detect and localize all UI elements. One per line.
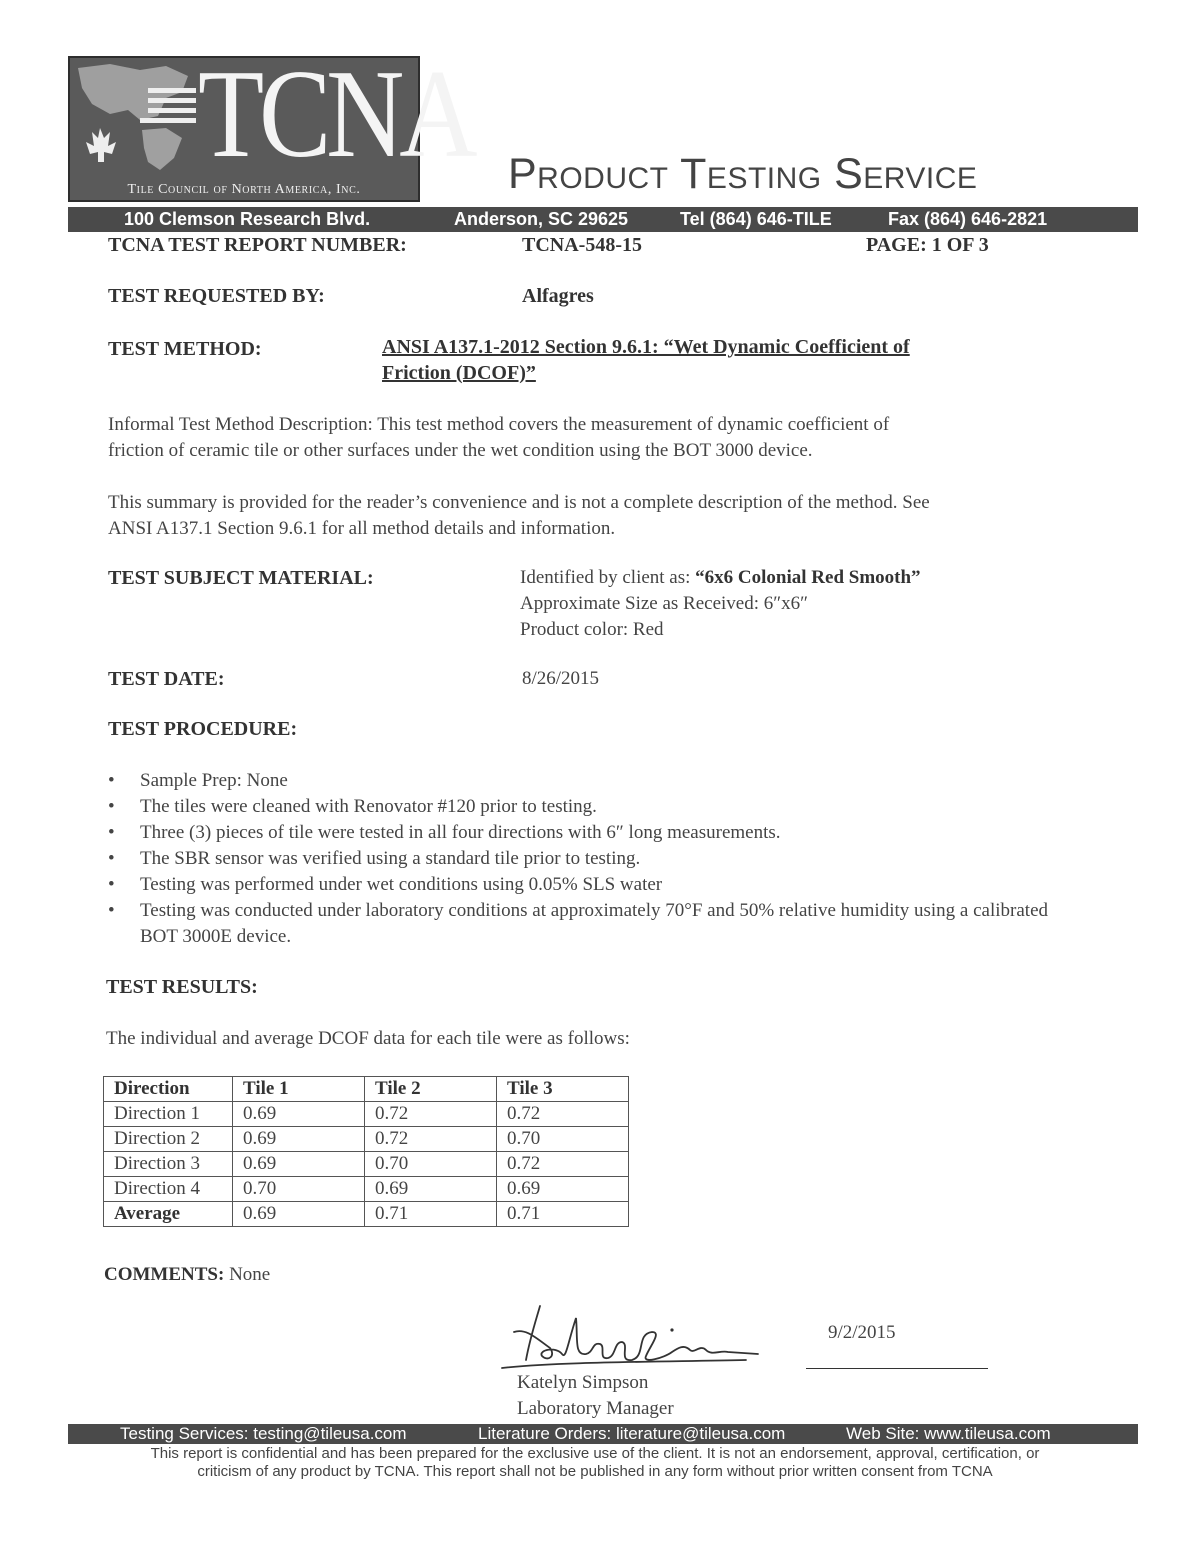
procedure-item: • Testing was performed under wet conditions using 0.05% SLS water — [108, 872, 1108, 898]
subject-identified-prefix: Identified by client as: — [520, 567, 696, 588]
fax-text: Fax (864) 646-2821 — [888, 209, 1048, 229]
table-cell: Average — [104, 1202, 233, 1227]
test-method-label: TEST METHOD: — [108, 338, 262, 360]
disclaimer-line: criticism of any product by TCNA. This report shall not be published in any form without prior written consent from TCNA — [197, 1463, 993, 1480]
procedure-item: • The tiles were cleaned with Renovator #120 prior to testing. — [108, 794, 1108, 820]
footer-bar — [68, 1424, 1138, 1444]
test-date-label: TEST DATE: — [108, 668, 225, 690]
comments-value: None — [229, 1264, 271, 1285]
column-header: Tile 3 — [497, 1077, 629, 1102]
summary-line: ANSI A137.1 Section 9.6.1 for all method details and information. — [108, 518, 616, 539]
summary-line: This summary is provided for the reader’s convenience and is not a complete description of the method. See — [108, 492, 930, 513]
phone-text: Tel (864) 646-TILE — [680, 209, 832, 229]
test-date-value: 8/26/2015 — [522, 668, 600, 689]
page-indicator: PAGE: 1 OF 3 — [866, 234, 989, 256]
table-cell: 0.72 — [365, 1102, 497, 1127]
service-title: Product Testing Service — [508, 150, 978, 198]
informal-line: friction of ceramic tile or other surfaces under the wet condition using the BOT 3000 device. — [108, 440, 813, 461]
confidentiality-disclaimer — [60, 1445, 1130, 1481]
table-cell: Direction 1 — [104, 1102, 233, 1127]
subject-material-label: TEST SUBJECT MATERIAL: — [108, 567, 374, 589]
table-row — [104, 1127, 629, 1152]
test-procedure-label: TEST PROCEDURE: — [108, 718, 298, 740]
address-text: 100 Clemson Research Blvd. — [124, 209, 371, 229]
procedure-item: • Three (3) pieces of tile were tested in all four directions with 6″ long measurements. — [108, 820, 1108, 846]
table-cell: 0.72 — [497, 1102, 629, 1127]
table-cell: Direction 2 — [104, 1127, 233, 1152]
subject-identified-value: “6x6 Colonial Red Smooth” — [695, 567, 921, 588]
table-row — [104, 1152, 629, 1177]
literature-orders-text: Literature Orders: literature@tileusa.com — [478, 1424, 786, 1443]
test-method-line1: ANSI A137.1-2012 Section 9.6.1: “Wet Dynamic Coefficient of — [382, 336, 910, 358]
table-cell: 0.71 — [497, 1202, 629, 1227]
table-cell: 0.72 — [497, 1152, 629, 1177]
city-text: Anderson, SC 29625 — [454, 209, 629, 229]
procedure-item: • The SBR sensor was verified using a standard tile prior to testing. — [108, 846, 1108, 872]
table-cell: 0.71 — [365, 1202, 497, 1227]
table-header-row — [104, 1077, 629, 1102]
test-results-label: TEST RESULTS: — [106, 976, 258, 998]
subject-size: Approximate Size as Received: 6″x6″ — [520, 593, 809, 614]
subject-color: Product color: Red — [520, 619, 664, 640]
subject-identified — [520, 567, 921, 589]
table-cell: 0.70 — [365, 1152, 497, 1177]
column-header: Direction — [104, 1077, 233, 1102]
table-cell: 0.69 — [497, 1177, 629, 1202]
informal-description — [108, 412, 1108, 464]
table-average-row — [104, 1202, 629, 1227]
table-cell: 0.69 — [233, 1127, 365, 1152]
table-row — [104, 1177, 629, 1202]
signature-date: 9/2/2015 — [828, 1322, 896, 1343]
procedure-list — [108, 768, 1108, 950]
table-row — [104, 1102, 629, 1127]
table-cell: 0.69 — [233, 1102, 365, 1127]
tcna-logo — [68, 45, 473, 202]
comments — [104, 1264, 270, 1286]
test-method-line2: Friction (DCOF)” — [382, 362, 536, 384]
table-cell: 0.69 — [233, 1202, 365, 1227]
summary-note — [108, 490, 1108, 542]
website-text: Web Site: www.tileusa.com — [846, 1424, 1051, 1443]
table-cell: 0.69 — [365, 1177, 497, 1202]
contact-bar — [68, 207, 1138, 232]
report-number: TCNA-548-15 — [522, 234, 642, 256]
date-line — [806, 1368, 988, 1369]
column-header: Tile 1 — [233, 1077, 365, 1102]
testing-services-text: Testing Services: testing@tileusa.com — [120, 1424, 407, 1443]
report-number-label: TCNA TEST REPORT NUMBER: — [108, 234, 407, 256]
procedure-item: • Sample Prep: None — [108, 768, 1108, 794]
table-cell: 0.69 — [233, 1152, 365, 1177]
requested-by-label: TEST REQUESTED BY: — [108, 285, 325, 307]
logo-subtitle: Tile Council of North America, Inc. — [127, 182, 361, 197]
comments-label: COMMENTS: — [104, 1264, 225, 1285]
table-cell: Direction 3 — [104, 1152, 233, 1177]
results-table — [103, 1076, 629, 1227]
requested-by-value: Alfagres — [522, 285, 594, 307]
table-cell: 0.70 — [497, 1127, 629, 1152]
table-cell: 0.70 — [233, 1177, 365, 1202]
table-cell: 0.72 — [365, 1127, 497, 1152]
signer-title: Laboratory Manager — [517, 1398, 674, 1419]
procedure-item: • Testing was conducted under laboratory conditions at approximately 70°F and 50% relative humidity using a calibrated BOT 3000E device. — [108, 898, 1060, 950]
column-header: Tile 2 — [365, 1077, 497, 1102]
signer-name: Katelyn Simpson — [517, 1372, 649, 1393]
results-intro: The individual and average DCOF data for each tile were as follows: — [106, 1028, 630, 1049]
informal-line: Informal Test Method Description: This test method covers the measurement of dynamic coefficient of — [108, 414, 890, 435]
disclaimer-line: This report is confidential and has been prepared for the exclusive use of the client. It is not an endorsement, approval, certification, or — [150, 1445, 1040, 1462]
signature-image — [496, 1298, 776, 1378]
table-cell: Direction 4 — [104, 1177, 233, 1202]
logo-wordmark: TCNA — [198, 45, 473, 184]
